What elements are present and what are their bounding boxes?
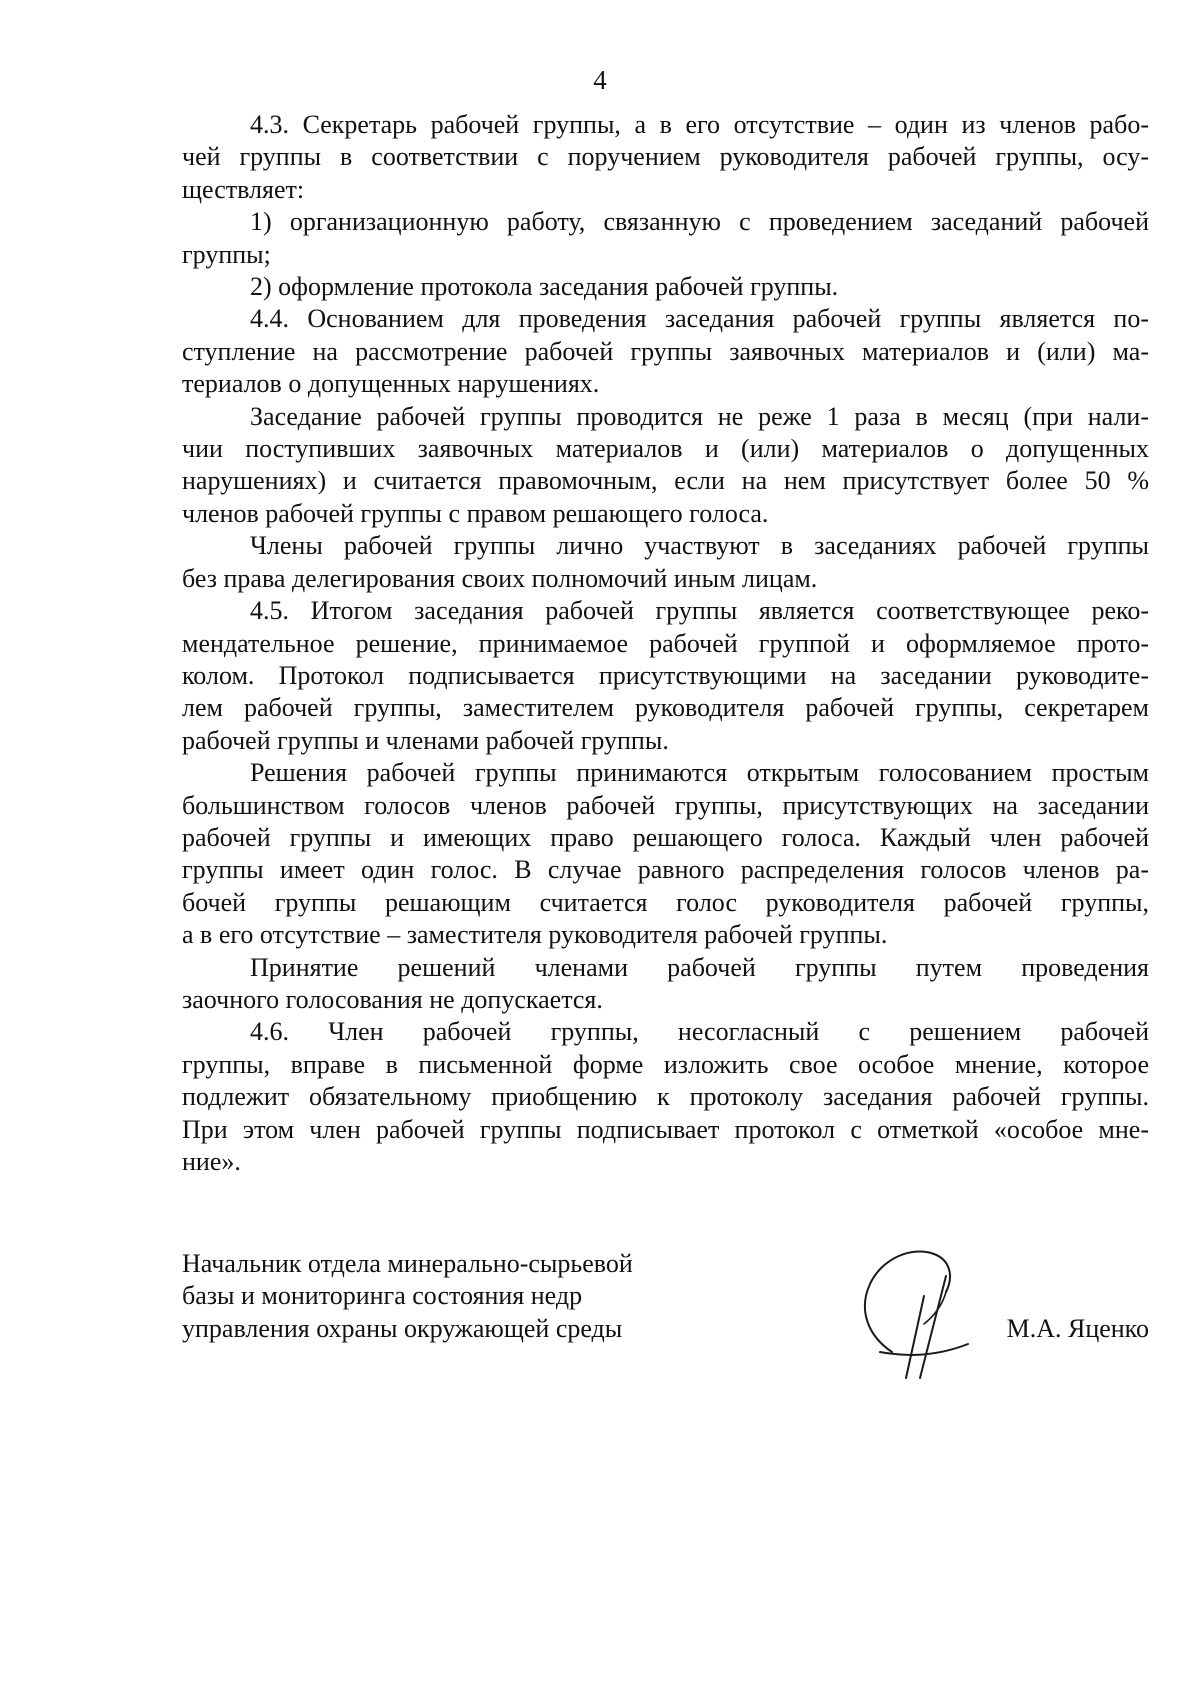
text-line: рабочей группы и имеющих право решающего голоса. Каждый член рабочей — [182, 822, 1149, 852]
paragraph — [182, 530, 1149, 595]
text-line: членов рабочей группы с правом решающего голоса. — [182, 498, 769, 528]
paragraph — [182, 401, 1149, 531]
text-line: а в его отсутствие – заместителя руководителя рабочей группы. — [182, 920, 888, 950]
text-line: нарушениях) и считается правомочным, если на нем присутствует более 50 % — [182, 466, 1149, 496]
text-line: чей группы в соответствии с поручением руководителя рабочей группы, осу- — [182, 142, 1149, 172]
text-line: бочей группы решающим считается голос руководителя рабочей группы, — [182, 887, 1149, 917]
text-line: 4.4. Основанием для проведения заседания рабочей группы является по- — [250, 304, 1149, 334]
text-line: ние». — [182, 1147, 241, 1176]
paragraph — [182, 271, 1149, 303]
text-line: мендательное решение, принимаемое рабочей группой и оформляемое прото- — [182, 628, 1149, 658]
handwritten-signature — [850, 1240, 980, 1380]
text-line: чии поступивших заявочных материалов и (или) материалов о допущенных — [182, 434, 1149, 464]
text-line: териалов о допущенных нарушениях. — [182, 369, 600, 399]
text-line: Заседание рабочей группы проводится не реже 1 раза в месяц (при нали- — [250, 401, 1149, 431]
text-line: лем рабочей группы, заместителем руководителя рабочей группы, секретарем — [182, 693, 1149, 723]
paragraph — [182, 1016, 1149, 1178]
text-line: большинством голосов членов рабочей группы, присутствующих на заседании — [182, 790, 1149, 820]
text-line: Принятие решений членами рабочей группы путем проведения — [250, 952, 1149, 982]
document-body — [182, 109, 1149, 1178]
text-line: 4.5. Итогом заседания рабочей группы является соответствующее реко- — [250, 596, 1149, 626]
text-line: заочного голосования не допускается. — [182, 984, 603, 1014]
text-line: Члены рабочей группы лично участвуют в заседаниях рабочей группы — [250, 531, 1149, 561]
position-line-1: Начальник отдела минерально-сырьевой — [182, 1249, 633, 1278]
text-line: ступление на рассмотрение рабочей группы заявочных материалов и (или) ма- — [182, 336, 1149, 366]
text-line: группы; — [182, 239, 271, 269]
text-line: колом. Протокол подписывается присутствующими на заседании руководите- — [182, 660, 1149, 690]
text-line: 4.6. Член рабочей группы, несогласный с решением рабочей — [250, 1017, 1149, 1047]
text-line: 1) организационную работу, связанную с проведением заседаний рабочей — [250, 207, 1149, 237]
text-line: Решения рабочей группы принимаются открытым голосованием простым — [250, 758, 1149, 788]
text-line: без права делегирования своих полномочий иным лицам. — [182, 563, 818, 593]
text-line: 4.3. Секретарь рабочей группы, а в его отсутствие – один из членов рабо- — [250, 110, 1149, 139]
signatory-position — [182, 1248, 633, 1345]
text-line: группы имеет один голос. В случае равного распределения голосов членов ра- — [182, 855, 1149, 885]
text-line: подлежит обязательному приобщению к протоколу заседания рабочей группы. — [182, 1082, 1149, 1112]
paragraph — [182, 206, 1149, 271]
text-line: 2) оформление протокола заседания рабочей группы. — [250, 272, 839, 302]
paragraph — [182, 109, 1149, 206]
signature-block — [182, 1248, 1149, 1388]
paragraph — [182, 303, 1149, 400]
text-line: При этом член рабочей группы подписывает протокол с отметкой «особое мне- — [182, 1114, 1149, 1144]
position-line-2: базы и мониторинга состояния недр — [182, 1281, 583, 1311]
text-line: группы, вправе в письменной форме изложить свое особое мнение, которое — [182, 1049, 1149, 1079]
page-number: 4 — [593, 65, 607, 95]
paragraph — [182, 952, 1149, 1017]
text-line: ществляет: — [182, 174, 305, 204]
paragraph — [182, 595, 1149, 757]
text-line: рабочей группы и членами рабочей группы. — [182, 725, 669, 755]
signatory-name: М.А. Яценко — [1006, 1314, 1149, 1343]
position-line-3: управления охраны окружающей среды — [182, 1313, 623, 1343]
paragraph — [182, 757, 1149, 951]
